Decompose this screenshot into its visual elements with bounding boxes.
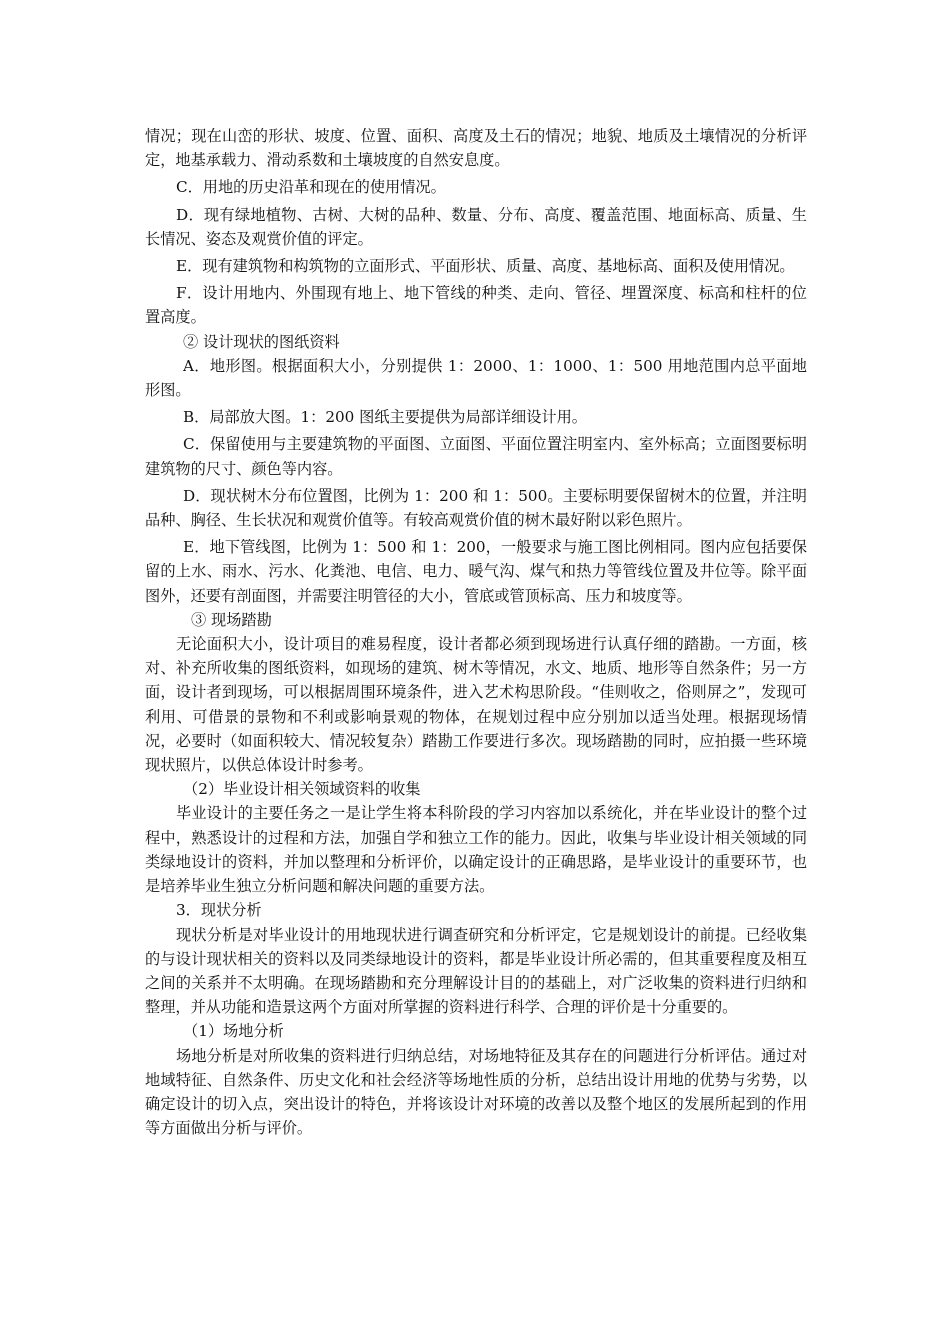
paragraph-related-materials: 毕业设计的主要任务之一是让学生将本科阶段的学习内容加以系统化，并在毕业设计的整个过程中，熟悉设计的过程和方法，加强自学和独立工作的能力。因此，收集与毕业设计相关领域的同类绿地设计的资料，并加以整理和分析评价，以确定设计的正确思路，是毕业设计的重要环节，也是培养毕业生独立分析问题和解决问题的重要方法。: [145, 804, 807, 896]
paragraph-site-survey: 无论面积大小，设计项目的难易程度，设计者都必须到现场进行认真仔细的踏勘。一方面，核对、补充所收集的图纸资料，如现场的建筑、树木等情况，水文、地质、地形等自然条件；另一方面，设计者到现场，可以根据周围环境条件，进入艺术构思阶段。“佳则收之，俗则屏之”，发现可利用、可借景的景物和不利或影响景观的物体，在规划过程中应分别加以适当处理。根据现场情况，必要时（如面积较大、情况较复杂）踏勘工作要进行多次。现场踏勘的同时，应拍摄一些环境现状照片，以供总体设计时参考。: [145, 635, 807, 775]
paragraph-item-d-vegetation: D．现有绿地植物、古树、大树的品种、数量、分布、高度、覆盖范围、地面标高、质量、生长情况、姿态及观赏价值的评定。: [145, 205, 807, 248]
paragraph-site-conditions: 情况；现在山峦的形状、坡度、位置、面积、高度及土石的情况；地貌、地质及土壤情况的分析评定，地基承载力、滑动系数和土壤坡度的自然安息度。: [145, 127, 807, 170]
paragraph-status-analysis: 现状分析是对毕业设计的用地现状进行调查研究和分析评定，它是规划设计的前提。已经收集的与设计现状相关的资料以及同类绿地设计的资料，都是毕业设计所必需的，但其重要程度及相互之间的关系并不太明确。在现场踏勘和充分理解设计目的的基础上，对广泛收集的资料进行归纳和整理，并从功能和造景这两个方面对所掌握的资料进行科学、合理的评价是十分重要的。: [145, 925, 807, 1017]
heading-site-analysis: （1）场地分析: [183, 1022, 284, 1041]
paragraph-item-c-history: C．用地的历史沿革和现在的使用情况。: [176, 178, 446, 197]
paragraph-item-e-buildings: E．现有建筑物和构筑物的立面形式、平面形状、质量、高度、基地标高、面积及使用情况。: [176, 257, 795, 276]
document-body: [145, 124, 807, 1140]
heading-status-analysis: 3．现状分析: [176, 901, 262, 920]
heading-drawing-materials: ② 设计现状的图纸资料: [183, 332, 340, 351]
heading-related-materials: （2）毕业设计相关领域资料的收集: [183, 780, 421, 799]
paragraph-item-c-building-drawings: C．保留使用与主要建筑物的平面图、立面图、平面位置注明室内、室外标高；立面图要标明建筑物的尺寸、颜色等内容。: [145, 435, 807, 478]
paragraph-item-f-pipelines: F．设计用地内、外围现有地上、地下管线的种类、走向、管径、埋置深度、标高和柱杆的位置高度。: [145, 284, 807, 327]
paragraph-item-a-topographic-map: A．地形图。根据面积大小，分别提供 1：2000、1：1000、1：500 用地范围内总平面地形图。: [145, 356, 807, 400]
paragraph-site-analysis: 场地分析是对所收集的资料进行归纳总结，对场地特征及其存在的问题进行分析评估。通过对地域特征、自然条件、历史文化和社会经济等场地性质的分析，总结出设计用地的优势与劣势，以确定设计的切入点，突出设计的特色，并将该设计对环境的改善以及整个地区的发展所起到的作用等方面做出分析与评价。: [145, 1046, 807, 1138]
paragraph-item-b-enlarged-map: B．局部放大图。1：200 图纸主要提供为局部详细设计用。: [183, 408, 587, 427]
paragraph-item-d-tree-map: D．现状树木分布位置图，比例为 1：200 和 1：500。主要标明要保留树木的位置，并注明品种、胸径、生长状况和观赏价值等。有较高观赏价值的树木最好附以彩色照片。: [145, 486, 807, 530]
paragraph-item-e-pipeline-map: E．地下管线图，比例为 1：500 和 1：200，一般要求与施工图比例相同。图内应包括要保留的上水、雨水、污水、化粪池、电信、电力、暖气沟、煤气和热力等管线位置及井位等。除平面图外，还要有剖面图，并需要注明管径的大小，管底或管顶标高、压力和坡度等。: [145, 538, 807, 605]
heading-site-survey: ③ 现场踏勘: [191, 610, 272, 629]
